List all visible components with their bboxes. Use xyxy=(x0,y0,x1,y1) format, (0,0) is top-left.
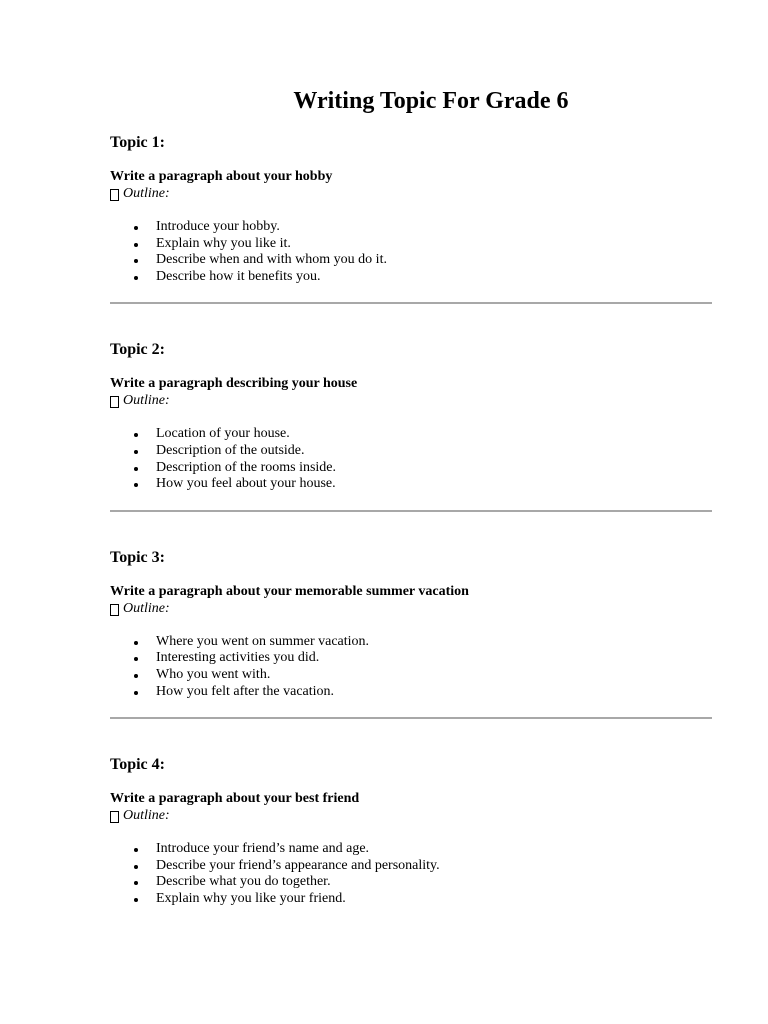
topic-heading: Topic 2: xyxy=(110,341,165,359)
outline-label xyxy=(110,807,712,824)
outline-list xyxy=(110,219,712,285)
section-divider xyxy=(110,717,712,719)
outline-label xyxy=(110,600,712,617)
outline-list xyxy=(110,426,712,492)
topic-section-3 xyxy=(110,548,712,700)
outline-list xyxy=(110,841,712,907)
topic-prompt: Write a paragraph about your hobby xyxy=(110,169,333,184)
outline-text: Outline: xyxy=(123,600,170,616)
outline-text: Outline: xyxy=(123,393,170,409)
checkbox-glyph-icon xyxy=(110,811,119,823)
topic-section-2 xyxy=(110,340,712,492)
outline-item: Describe when and with whom you do it. xyxy=(156,252,712,269)
checkbox-glyph-icon xyxy=(110,604,119,616)
topic-heading: Topic 3: xyxy=(110,548,165,566)
outline-text: Outline: xyxy=(123,808,170,824)
topic-section-4 xyxy=(110,755,712,907)
topic-section-1 xyxy=(110,133,712,285)
outline-item: Introduce your friend’s name and age. xyxy=(156,841,712,858)
outline-item: How you feel about your house. xyxy=(156,476,712,493)
outline-item: Describe your friend’s appearance and personality. xyxy=(156,858,712,875)
outline-text: Outline: xyxy=(123,186,170,201)
outline-item: Explain why you like it. xyxy=(156,236,712,253)
outline-item: Location of your house. xyxy=(156,426,712,443)
outline-item: Who you went with. xyxy=(156,667,712,684)
topic-heading: Topic 1: xyxy=(110,134,165,151)
outline-item: Describe what you do together. xyxy=(156,874,712,891)
checkbox-glyph-icon xyxy=(110,189,119,201)
checkbox-glyph-icon xyxy=(110,396,119,408)
outline-item: Explain why you like your friend. xyxy=(156,891,712,908)
document-title: Writing Topic For Grade 6 xyxy=(293,88,569,114)
outline-item: Describe how it benefits you. xyxy=(156,269,712,286)
outline-item: How you felt after the vacation. xyxy=(156,684,712,701)
outline-item: Description of the outside. xyxy=(156,443,712,460)
outline-item: Where you went on summer vacation. xyxy=(156,634,712,651)
section-divider xyxy=(110,302,712,304)
outline-item: Interesting activities you did. xyxy=(156,650,712,667)
outline-label xyxy=(110,392,712,409)
topic-prompt: Write a paragraph describing your house xyxy=(110,376,358,392)
outline-item: Introduce your hobby. xyxy=(156,219,712,236)
outline-list xyxy=(110,634,712,700)
section-divider xyxy=(110,510,712,512)
topic-prompt: Write a paragraph about your memorable summer vacation xyxy=(110,583,469,599)
topic-heading: Topic 4: xyxy=(110,756,165,774)
outline-label xyxy=(110,185,712,202)
outline-item: Description of the rooms inside. xyxy=(156,460,712,477)
topic-prompt: Write a paragraph about your best friend xyxy=(110,791,360,807)
